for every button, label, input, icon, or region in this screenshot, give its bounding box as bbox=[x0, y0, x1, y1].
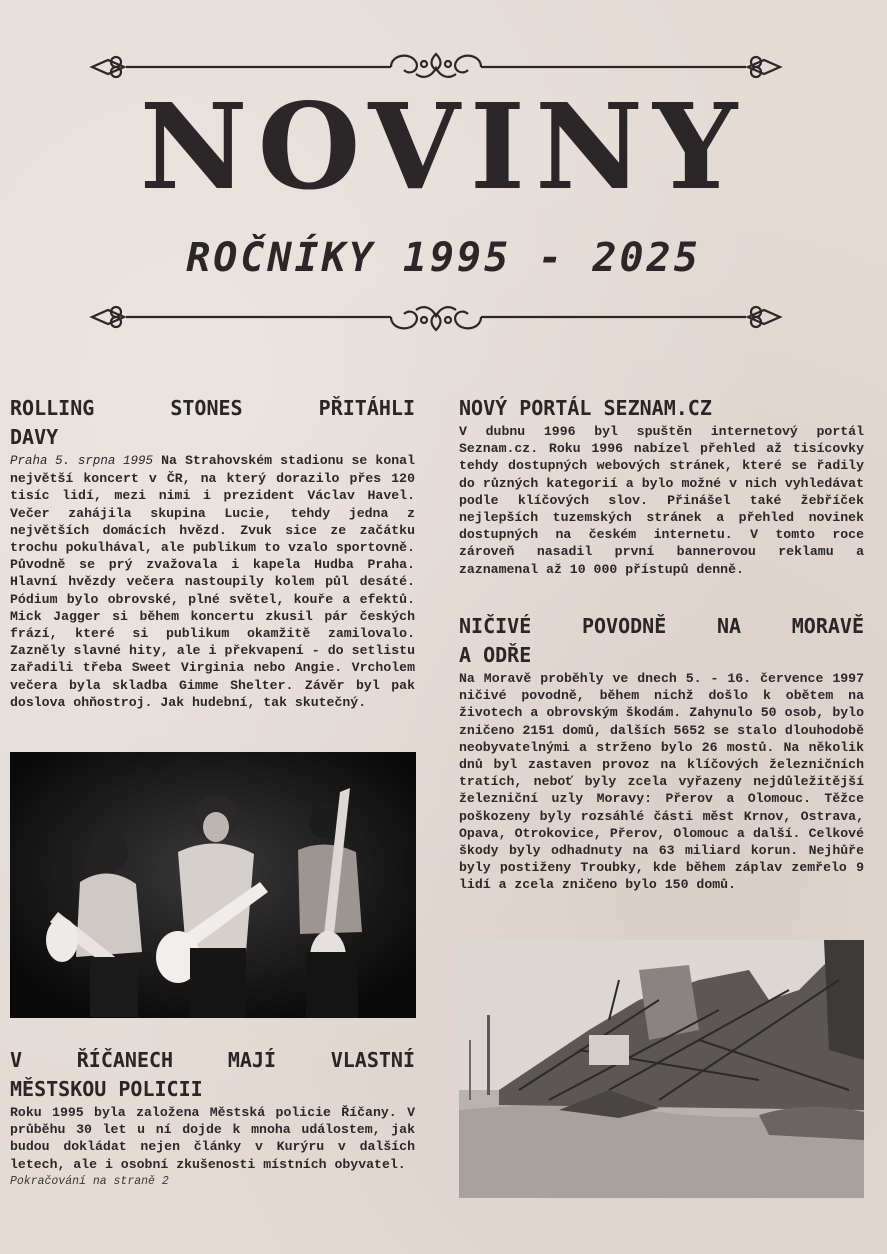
masthead-subtitle: ROČNÍKY 1995 - 2025 bbox=[186, 235, 701, 281]
article-headline: NOVÝ PORTÁL SEZNAM.CZ bbox=[459, 396, 712, 420]
ornament-divider-bottom bbox=[86, 300, 786, 334]
article-body: Na Moravě proběhly ve dnech 5. - 16. července 1997 ničivé povodně, během nichž došlo k obětem na životech a obrovským škodám. Zahynulo 50 osob, bylo zničeno 2151 domů, dalších 5652 se stalo dlouhodobě neobyvatelnými a strženo bylo 26 mostů. Na několik dnů byl zastaven provoz na klíčových železničních tratích, neboť byly zcela vyřazeny nejdůležitější železniční uzly Moravy: Přerov a Olomouc. Těžce poškozeny byly rozsáhlé části měst Krnov, Ostrava, Opava, Otrokovice, Přerov, Olomouc a další. Celkové škody byly odhadnuty na 63 miliard korun. Nejhůře byly postiženy Troubky, kde během záplav zemřelo 9 lidí a zcela zničeno bylo 150 domů. bbox=[459, 671, 864, 893]
article-dateline: Praha 5. srpna 1995 bbox=[10, 454, 154, 468]
headline-line: DAVY bbox=[10, 425, 59, 449]
concert-photo bbox=[10, 752, 416, 1018]
article-ricany-police bbox=[10, 1046, 415, 1188]
flood-photo bbox=[459, 940, 864, 1198]
article-body: V dubnu 1996 byl spuštěn internetový portál Seznam.cz. Roku 1996 nabízel přehled až tisícovky tehdy dostupných webových stránek, které se řadily do různých kategorií a bylo možné v nich vyhledávat podle klíčových slov. Přinášel také žebříček nejlepších tuzemských stránek a přehled novinek dostupných na českém internetu. V tomto roce zároveň nasadil první bannerovou reklamu a zaznamenal až 10 000 přístupů denně. bbox=[459, 424, 864, 577]
article-body: Roku 1995 byla založena Městská policie Říčany. V průběhu 30 let u ní dojde k mnoha událostem, jak budou dokládat nejen články v Kurýru v dalších letech, ale i osobní zkušenosti místních obyvatel. bbox=[10, 1105, 415, 1172]
article-rolling-stones bbox=[10, 394, 415, 711]
masthead-title: NOVINY bbox=[139, 77, 748, 216]
article-floods bbox=[459, 612, 864, 894]
headline-line: V ŘÍČANECH MAJÍ VLASTNÍ bbox=[10, 1048, 415, 1072]
continued-note: Pokračování na straně 2 bbox=[10, 1174, 169, 1188]
article-text: Na Strahovském stadionu se konal největší koncert v ČR, na který dorazilo přes 120 tisíc lidí, mezi nimi i prezident Václav Havel. Večer zahájila skupina Lucie, tehdy jedna z největších domácích hvězd. Zvuk sice ze začátku trochu pokulhával, ale publikum to vzalo sportovně. Původně se prý zvažovala i kapela Hudba Praha. Hlavní hvězdy večera nastoupily kolem půl desáté. Pódium bylo obrovské, plné světel, kouře a efektů. Mick Jagger si během koncertu zkusil pár českých frází, které si publikum okamžitě zamilovalo. Zazněly slavné hity, ale i překvapení - do setlistu zařadili třeba Sweet Virginia nebo Angie. Vrcholem večera byla skladba Gimme Shelter. Závěr byl pak doslova ohňostroj. Jak hudební, tak skutečný. bbox=[10, 453, 415, 710]
article-headline bbox=[459, 612, 864, 670]
article-seznam bbox=[459, 394, 864, 578]
article-body bbox=[10, 452, 415, 711]
headline-line: ROLLING STONES PŘITÁHLI bbox=[10, 396, 415, 420]
article-headline bbox=[10, 394, 415, 452]
article-headline bbox=[10, 1046, 415, 1104]
headline-line: MĚSTSKOU POLICII bbox=[10, 1077, 203, 1101]
headline-line: NIČIVÉ POVODNĚ NA MORAVĚ bbox=[459, 614, 864, 638]
headline-line: A ODŘE bbox=[459, 643, 532, 667]
